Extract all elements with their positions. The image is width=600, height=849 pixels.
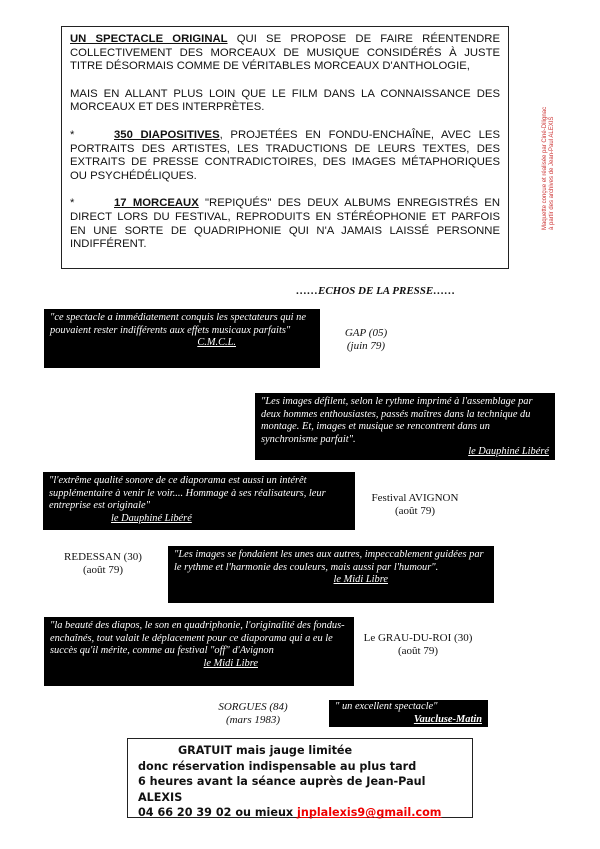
intro-text-4: "REPIQUÉS" DES DEUX ALBUMS ENREGISTRÉS EN DIRECT LORS DU FESTIVAL, REPRODUITS EN STÉRÉOPHONIE ET PARFOIS EN UNE SORTE DE QUADRIPHONIE QUI N'A JAMAIS LAISSÉ PERSONNE INDIFFÉRENT. (70, 197, 500, 251)
quote-source: le Midi Libre (203, 657, 258, 669)
intro-box (61, 26, 509, 269)
quote-text: "l'extrême qualité sonore de ce diaporama est aussi un intérêt supplémentaire à venir le voir.... Hommage à ses réalisateurs, leur entreprise est originale" (49, 475, 326, 512)
location-place: SORGUES (84) (218, 701, 288, 713)
reservation-box (127, 738, 473, 818)
quote-text: "Les images défilent, selon le rythme imprimé à l'assemblage par deux hommes enthousiastes, passés maîtres dans la technique du montage. Et, images et musique se rencontrent dans un synchronisme parfait". (261, 396, 533, 445)
press-quote-6 (329, 700, 488, 727)
intro-paragraph-4 (70, 197, 500, 251)
press-quote-4 (168, 546, 494, 603)
quote-text: "ce spectacle a immédiatement conquis les spectateurs qui ne pouvaient rester indifférents aux effets musicaux parfaits" (50, 312, 306, 336)
location-date: (août 79) (394, 505, 435, 517)
press-quote-2 (255, 393, 555, 460)
bullet-1: * (70, 128, 75, 141)
press-quote-5 (44, 617, 354, 686)
location-date: (août 79) (397, 645, 438, 657)
location-sorgues (213, 701, 293, 727)
location-gap (336, 327, 396, 353)
reservation-line-3: 6 heures avant la séance auprès de Jean-Paul ALEXIS (138, 775, 426, 804)
quote-source: le Midi Libre (333, 574, 388, 586)
quote-source: le Dauphiné Libéré (111, 512, 192, 524)
location-redessan (58, 551, 148, 577)
quote-text: " un excellent spectacle" (335, 701, 438, 712)
intro-lead-1: UN SPECTACLE ORIGINAL (70, 33, 228, 45)
intro-text-1: QUI SE PROPOSE DE FAIRE RÉENTENDRE COLLECTIVEMENT DES MORCEAUX DE MUSIQUE CONSIDÉRÉS À JUSTE TITRE DÉSORMAIS COMME DE VÉRITABLES MORCEAUX D'ANTHOLOGIE, (70, 33, 500, 73)
location-avignon (360, 492, 470, 518)
press-quote-1 (44, 309, 320, 368)
reservation-contact (138, 805, 462, 821)
bullet-2: * (70, 197, 75, 210)
side-credit-line-2: à partir des archives de Jean-Paul ALEXIS (549, 116, 555, 230)
location-date: (août 79) (82, 564, 123, 576)
intro-paragraph-2: MAIS EN ALLANT PLUS LOIN QUE LE FILM DANS LA CONNAISSANCE DES MORCEAUX ET DES INTERPRÈTES. (70, 87, 500, 114)
location-place: Le GRAU-DU-ROI (30) (363, 632, 473, 644)
phone-number: 04 66 20 39 02 ou mieux (138, 806, 298, 819)
quote-text: "Les images se fondaient les unes aux autres, impeccablement guidées par le rythme et l'harmonie des couleurs, mais aussi par l'humour". (174, 549, 484, 573)
location-place: Festival AVIGNON (371, 492, 459, 504)
side-credit-text (542, 107, 556, 230)
location-place: REDESSAN (30) (64, 551, 142, 563)
quote-source: C.M.C.L. (197, 337, 236, 349)
intro-paragraph-3 (70, 129, 500, 183)
intro-lead-3: 350 DIAPOSITIVES (114, 128, 220, 141)
press-echoes-heading: ……ECHOS DE LA PRESSE…… (296, 285, 456, 297)
intro-text-3: , PROJETÉES EN FONDU-ENCHAÎNE, AVEC LES PORTRAITS DES ARTISTES, LES TRADUCTIONS DE LEURS TEXTES, DES EXTRAITS DE PRESSE CONTRADICTOIRES, DES IMAGES MÉTAPHORIQUES OU PSYCHÉDÉLIQUES. (70, 128, 500, 182)
reservation-line-1: GRATUIT mais jauge limitée (178, 744, 353, 757)
location-date: (juin 79) (346, 340, 386, 352)
intro-paragraph-1 (70, 33, 500, 74)
location-date: (mars 1983) (225, 714, 281, 726)
intro-lead-4: 17 MORCEAUX (114, 197, 199, 210)
quote-text: "la beauté des diapos, le son en quadriphonie, l'originalité des fondus-enchaînés, tout valait le déplacement pour ce diaporama qui a eu le succès qu'il mérite, comme au festival "off" d'Avignon (50, 620, 345, 657)
reservation-line-2: donc réservation indispensable au plus tard (138, 759, 417, 773)
location-grau-du-roi (362, 632, 474, 658)
email-link[interactable]: jnplalexis9@gmail.com (297, 806, 442, 819)
location-place: GAP (05) (344, 327, 388, 339)
quote-source: Vaucluse-Matin (413, 713, 482, 725)
quote-source: le Dauphiné Libéré (468, 446, 549, 458)
side-credit-line-1: Maquette conçue et réalisée par Ciné-Dilignac (542, 106, 548, 230)
press-quote-3 (43, 472, 355, 530)
side-credit (542, 60, 555, 250)
